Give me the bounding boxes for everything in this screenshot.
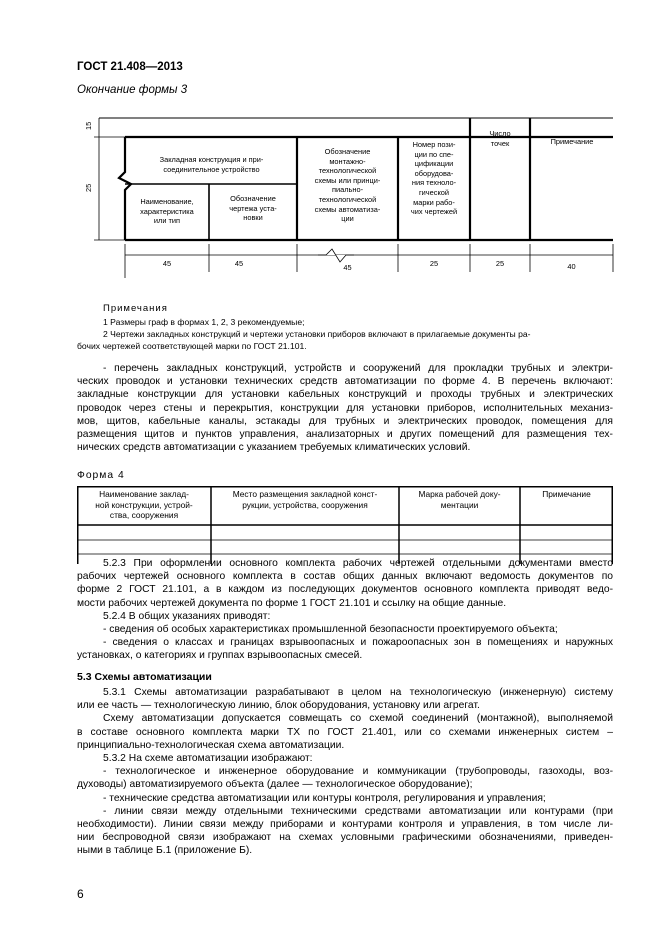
note-item: 1 Размеры граф в формах 1, 2, 3 рекомендуемые; (103, 317, 305, 327)
form3-cell-embedded-structure: Закладная конструкция и при- соединительное устройство (159, 155, 264, 174)
text-line: - сведения об особых характеристиках промышленной безопасности проектируемого объекта; (103, 624, 558, 636)
form3-cell-scheme-designation: Обозначение монтажно- технологической схемы или принци- пиально- технологической схемы автоматиза- ции (314, 147, 381, 224)
text-line: - технические средства автоматизации или контуры контроля, регулирования и управления; (103, 792, 546, 804)
paragraph-embedded-list (77, 362, 613, 454)
form3-width-col2: 45 (234, 259, 244, 268)
text-line: рабочих чертежей основного комплекта в состав общих данных включают ведомость документов по (77, 571, 613, 583)
text-line: форме 2 ГОСТ 21.101, а в каждом из последующих документов основного комплекта приводят ведо- (77, 584, 613, 596)
form3-cell-name-characteristic: Наименование, характеристика или тип (140, 197, 194, 226)
section-heading: 5.3 Схемы автоматизации (77, 671, 212, 683)
section-body (77, 686, 613, 858)
text-line: 5.2.3 При оформлении основного комплекта рабочих чертежей отдельными документами вместо (103, 558, 613, 569)
text-line: - сведения о классах и границах взрывоопасных и пожароопасных зон в помещениях и наружных (103, 637, 613, 649)
form3-width-col6: 40 (567, 262, 576, 271)
text-line: 5.3.1 Схемы автоматизации разрабатывают в целом на технологическую (инженерную) систему (103, 687, 613, 698)
text-line: нических средств автоматизации с указанием требуемых климатических условий. (77, 442, 471, 454)
note-item: 2 Чертежи закладных конструкций и чертежи установки приборов включают в прилагаемые документы ра- (103, 329, 531, 339)
page-number: 6 (77, 887, 84, 901)
form4-header-location: Место размещения закладной конст- рукции, устройства, сооружения (232, 489, 378, 510)
text-line: в составе основного комплекта марки ТХ по ГОСТ 21.401, или со схемами инженерных систем – (77, 726, 613, 738)
text-line: закладные конструкции для установки кабельных конструкций и проходы трубных и электрических (77, 389, 613, 401)
form4-header-note: Примечание (542, 489, 591, 499)
form-continuation-caption: Окончание формы 3 (77, 84, 188, 96)
text-line: нии беспроводной связи изображают на схемах условными графическими обозначениями, приведен- (77, 832, 613, 844)
text-line: размещения щитов и пунктов управления, анализаторных и других помещений для размещения тех- (77, 429, 613, 441)
form3-cell-position-number: Номер пози- ции по спе- цификации оборудова- ния техноло- гической марки рабо- чих чертежей (410, 140, 458, 217)
text-line: духоводы) автоматизируемого объекта (далее — технологическое оборудование); (77, 779, 473, 791)
form3-width-col3: 45 (343, 263, 352, 272)
text-line: Схему автоматизации допускается совмещать со схемой соединений (монтажной), выполняемой (103, 713, 613, 725)
notes-title: Примечания (103, 303, 168, 314)
text-line: установках, о категориях и группах взрывоопасных смесей. (77, 650, 363, 662)
form3-width-col1: 45 (162, 259, 172, 268)
form3-width-col4: 25 (429, 259, 439, 268)
text-line: принципиально-технологическая схема автоматизации. (77, 739, 345, 751)
text-line: - технологическое и инженерное оборудование и коммуникации (трубопроводы, газоходы, воз- (103, 766, 613, 778)
text-line: мости рабочих чертежей документа по форме 1 ГОСТ 21.101 и ссылку на общие данные. (77, 597, 507, 609)
text-line: или ее часть — технологическую линию, блок оборудования, установку или агрегат. (77, 700, 480, 712)
text-line: - перечень закладных конструкций, устройств и сооружений для прокладки трубных и электри- (103, 363, 613, 374)
text-line: необходимости). Линии связи между приборами и контурами контроля и управления, в том числе ли- (77, 819, 613, 831)
text-line: проводок через стены и перекрытия, конструкции для установки приборов, исполнительных механиз- (77, 402, 613, 414)
form3-cell-note: Примечание (550, 137, 594, 146)
form3-cell-points-count: Число точек (489, 129, 511, 148)
document-code: ГОСТ 21.408—2013 (77, 61, 183, 73)
text-line: ными в таблице Б.1 (приложение Б). (77, 845, 253, 857)
text-line: 5.2.4 В общих указаниях приводят: (103, 610, 271, 622)
form3-width-col5: 25 (495, 259, 505, 268)
text-line: - линии связи между отдельными техническими средствами автоматизации или контурами (при (103, 805, 613, 817)
form3-cell-installation-drawing: Обозначение чертежа уста- новки (229, 194, 277, 223)
text-line: мов, щитов, кабельные каналы, эстакады для трубных и электрических проводок, помещения для (77, 415, 613, 427)
note-item: бочих чертежей соответствующей марки по ГОСТ 21.101. (77, 341, 307, 351)
text-line: ческих проводок и установки технических средств автоматизации по форме 4. В перечень включают: (77, 376, 613, 388)
form4-header-doc-mark: Марка рабочей доку- ментации (418, 489, 501, 510)
dim-row-15: 15 (84, 121, 93, 130)
dim-row-25: 25 (84, 183, 93, 192)
form4-title: Форма 4 (77, 470, 125, 481)
form4-header-name: Наименование заклад- ной конструкции, устрой- ства, сооружения (95, 489, 193, 521)
text-line: 5.3.2 На схеме автоматизации изображают: (103, 753, 313, 765)
paragraph-5-2 (77, 557, 613, 663)
